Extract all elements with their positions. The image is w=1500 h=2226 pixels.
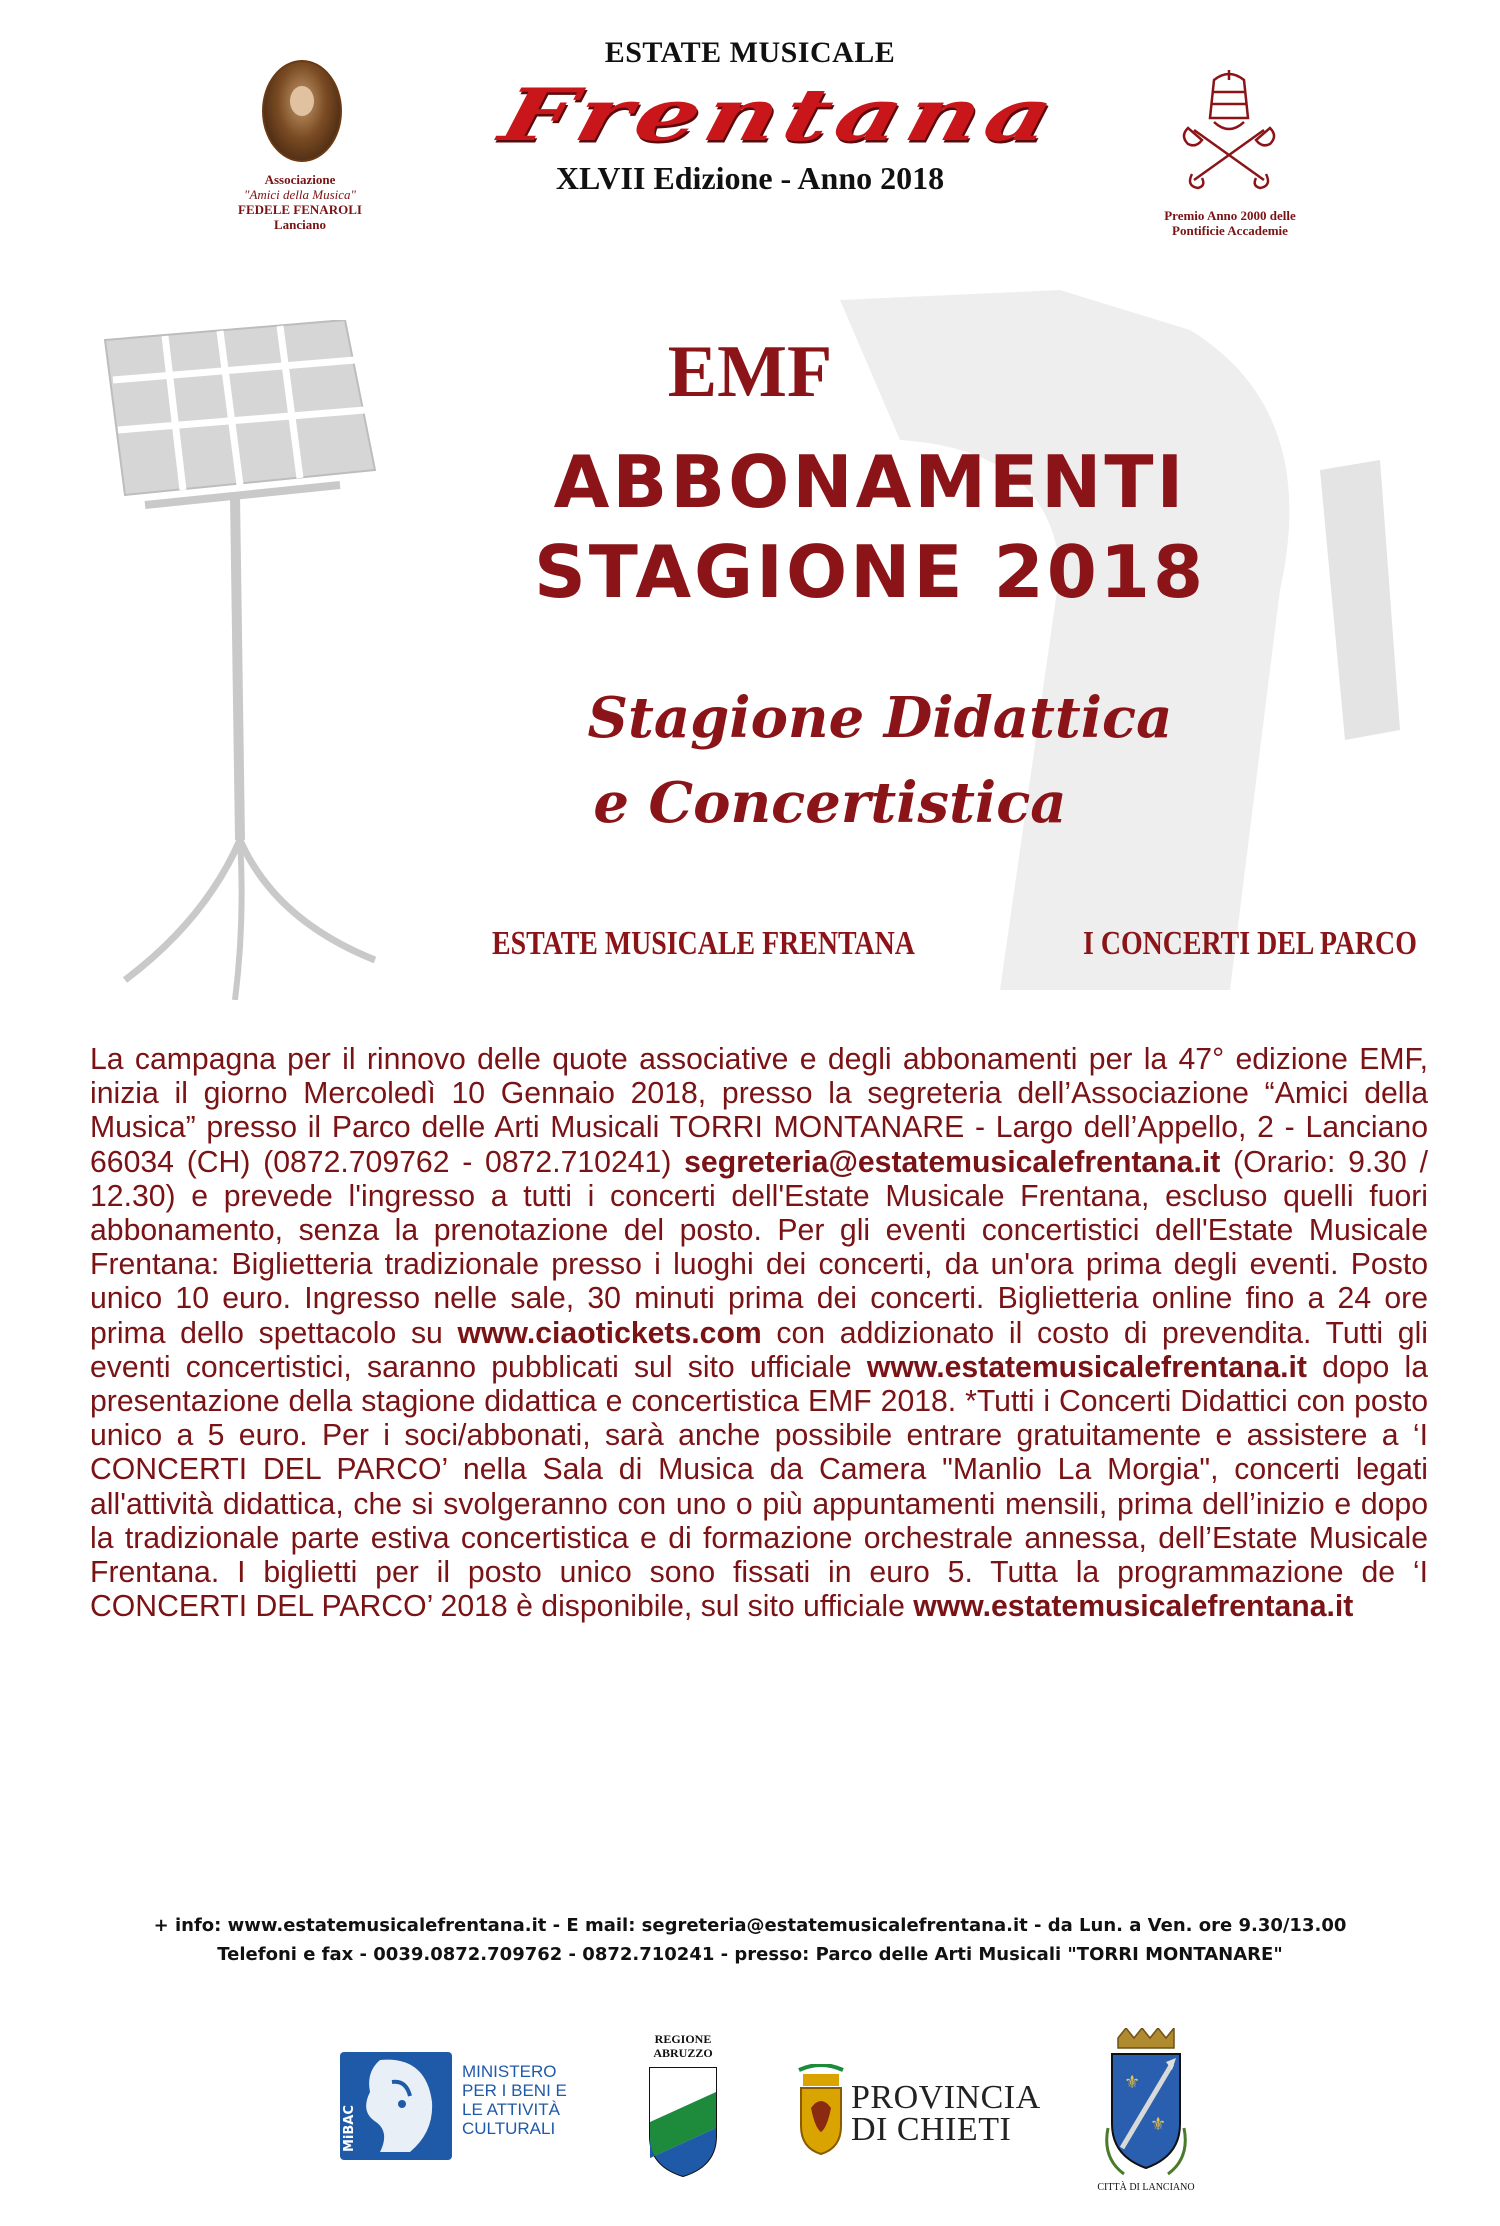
pontifical-caption [1130, 208, 1330, 238]
citta-lanciano-logo [1096, 2028, 1196, 2198]
mibac-mark-label: MiBAC [342, 2105, 357, 2152]
body-text-segment: dopo la presentazione della stagione didattica e concertistica EMF 2018. *Tutti i Concerti Didattici con posto unico a 5 euro. Per i soci/abbonati, sarà anche possibile entrare gratuitamente e assistere a ‘I CONCERTI DEL PARCO’ nella Sala di Musica da Camera "Manlio La Morgia", concerti legati all'attività didattica, che si svolgeranno con uno o più appuntamenti mensili, prima dell’inizio e dopo la tradizionale parte estiva concertistica e di formazione orchestrale annessa, dell’Estate Musicale Frentana. I biglietti per il posto unico sono fissati in euro 5. Tutta la programmazione de ‘I CONCERTI DEL PARCO’ 2018 è disponibile, sul sito ufficiale [90, 1350, 1428, 1624]
website-link[interactable]: www.estatemusicalefrentana.it [866, 1350, 1307, 1384]
season-banner [0, 280, 1500, 1000]
abruzzo-line: REGIONE [654, 2032, 712, 2046]
website-link[interactable]: www.estatemusicalefrentana.it [913, 1590, 1354, 1624]
portrait-icon [262, 60, 342, 162]
email-link[interactable]: segreteria@estatemusicalefrentana.it [684, 1145, 1221, 1179]
abruzzo-line: ABRUZZO [653, 2046, 713, 2060]
caption-line: "Amici della Musica" [243, 187, 356, 202]
body-paragraph [90, 1043, 1428, 1624]
fleur-de-lis-icon: ⚜ [1150, 2114, 1167, 2135]
music-stand-icon [85, 320, 405, 1000]
abruzzo-label [638, 2032, 728, 2060]
banner-script-line-1: Stagione Didattica [587, 685, 1173, 751]
regione-abruzzo-logo [638, 2032, 728, 2182]
ciaotickets-link[interactable]: www.ciaotickets.com [457, 1316, 762, 1350]
caption-line: Pontificie Accademie [1172, 223, 1288, 238]
emf-heading: EMF [667, 331, 833, 413]
banner-script-line-2: e Concertistica [593, 770, 1067, 836]
association-logo [190, 60, 410, 250]
caption-line: Lanciano [273, 217, 326, 232]
body-text-segment: La campagna per il rinnovo delle quote associative e degli abbonamenti per la 47° edizione EMF, inizia il giorno Mercoledì 10 Gennaio 2018, presso la segreteria dell’Associazione “Amici della Musica” presso il Parco delle Arti Musicali TORRI MONTANARE - Largo dell’Appello, 2 - Lanciano 66034 (CH) (0872.709762 - 0872.710241) [90, 1043, 1428, 1179]
provincia-chieti-logo [795, 2060, 1055, 2160]
banner-headline-1: ABBONAMENTI [553, 440, 1187, 524]
caption-line: Premio Anno 2000 delle [1164, 208, 1296, 223]
lanciano-crest-icon [1102, 2028, 1190, 2178]
chieti-text [851, 2079, 1051, 2148]
mibac-line: CULTURALI [462, 2119, 556, 2138]
mibac-text [462, 2062, 582, 2138]
edition-label: XLVII Edizione - Anno 2018 [555, 160, 945, 196]
mibac-line: LE ATTIVITÀ [462, 2100, 560, 2119]
chieti-crest-icon [795, 2064, 847, 2156]
banner-subtitle-left: ESTATE MUSICALE FRENTANA [492, 925, 915, 962]
chieti-line: PROVINCIA [851, 2079, 1041, 2116]
body-text-segment: con addizionato il costo di prevendita. Tutti gli eventi concertistici, saranno pubblicati sul sito ufficiale [90, 1316, 1428, 1384]
footer-info-line-1: + info: www.estatemusicalefrentana.it - E mail: segreteria@estatemusicalefrentana.it - da Lun. a Ven. ore 9.30/13.00 [153, 1915, 1347, 1936]
mibac-mark [340, 2052, 452, 2160]
header-title: ESTATE MUSICALE [604, 36, 896, 69]
chieti-line: DI CHIETI [851, 2111, 1012, 2148]
fleur-de-lis-icon: ⚜ [1124, 2072, 1141, 2093]
footer-info-line-2: Telefoni e fax - 0039.0872.709762 - 0872.710241 - presso: Parco delle Arti Musicali "TORRI MONTANARE" [217, 1944, 1283, 1965]
pontifical-logo [1130, 70, 1330, 250]
association-caption [190, 172, 410, 232]
lanciano-label: CITTÀ DI LANCIANO [1097, 2182, 1195, 2193]
caption-line: FEDELE FENAROLI [238, 202, 362, 217]
abruzzo-shield-icon [648, 2066, 718, 2178]
brand-logo-text: Frentana [492, 72, 1068, 158]
caption-line: Associazione [264, 172, 336, 187]
mibac-logo [340, 2052, 580, 2162]
mibac-line: PER I BENI E [462, 2081, 567, 2100]
papal-emblem-icon [1174, 70, 1284, 200]
mibac-line: MINISTERO [462, 2062, 557, 2081]
portrait-face [290, 86, 314, 116]
banner-subtitle-right: I CONCERTI DEL PARCO [1083, 925, 1417, 962]
body-text-segment: (Orario: 9.30 / 12.30) e prevede l'ingresso a tutti i concerti dell'Estate Musicale Frentana, escluso quelli fuori abbonamento, senza la prenotazione del posto. Per gli eventi concertistici dell'Estate Musicale Frentana: Biglietteria tradizionale presso i luoghi dei concerti, da un'ora prima degli eventi. Posto unico 10 euro. Ingresso nelle sale, 30 minuti prima dei concerti. Biglietteria online fino a 24 ore prima dello spettacolo su [90, 1145, 1428, 1350]
banner-headline-2: STAGIONE 2018 [533, 530, 1207, 614]
